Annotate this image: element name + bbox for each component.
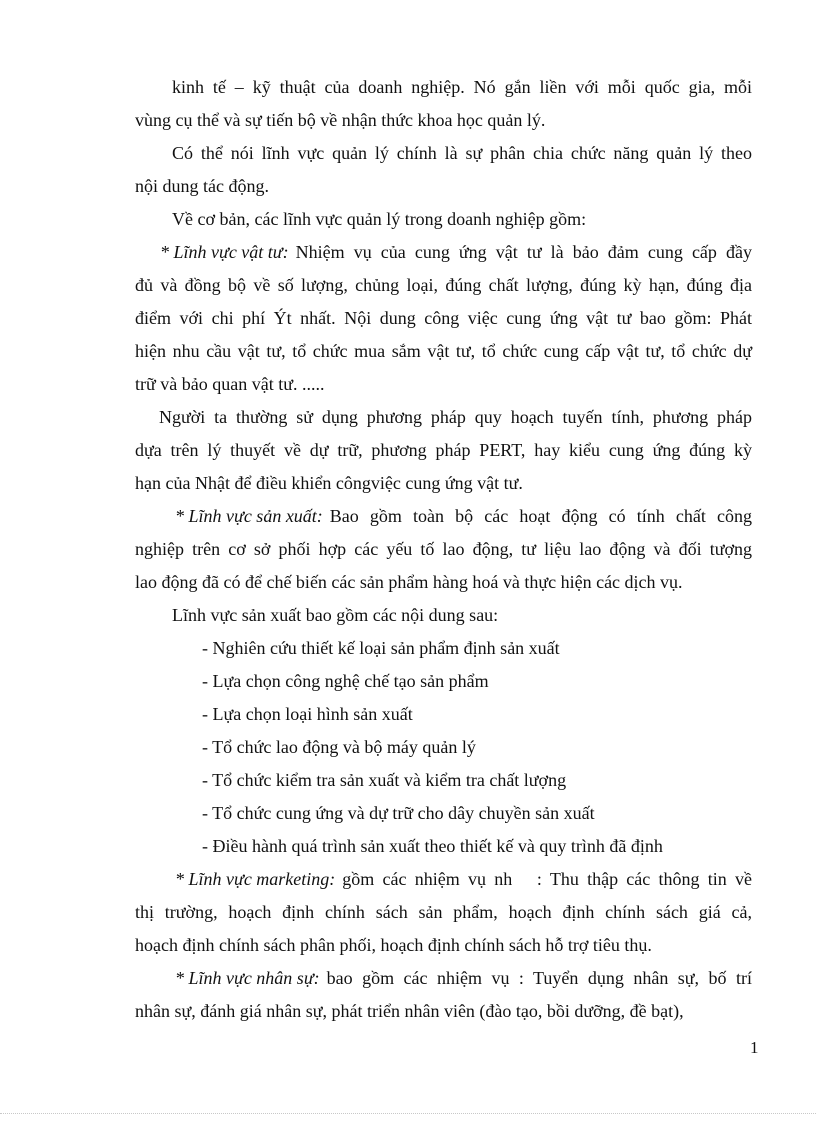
list-item: - Tổ chức kiểm tra sản xuất và kiểm tra chất lượng [202, 770, 567, 790]
paragraph-line: đủ và đồng bộ về số lượng, chủng loại, đúng chất lượng, đúng kỳ hạn, đúng địa [135, 275, 752, 295]
paragraph-line: nội dung tác động. [135, 176, 269, 196]
list-item: - Tổ chức cung ứng và dự trữ cho dây chuyền sản xuất [202, 803, 595, 823]
paragraph-line: Về cơ bản, các lĩnh vực quản lý trong doanh nghiệp gồm: [172, 209, 587, 229]
paragraph-line: kinh tế – kỹ thuật của doanh nghiệp. Nó gắn liền với mỗi quốc gia, mỗi [172, 77, 752, 97]
paragraph-line [175, 967, 752, 989]
paragraph-line: điểm với chi phí Ýt nhất. Nội dung công việc cung ứng vật tư bao gồm: Phát [135, 308, 752, 328]
paragraph-text: Bao gồm toàn bộ các hoạt động có tính chất công [329, 506, 752, 526]
paragraph-line [160, 241, 752, 263]
list-item: - Tổ chức lao động và bộ máy quản lý [202, 737, 476, 757]
paragraph-line: trữ và bảo quan vật tư. ..... [135, 374, 325, 394]
paragraph-line: hạn của Nhật để điều khiển côngviệc cung ứng vật tư. [135, 473, 523, 493]
paragraph-line: hoạch định chính sách phân phối, hoạch định chính sách hỗ trợ tiêu thụ. [135, 935, 652, 955]
paragraph-text: Nhiệm vụ của cung ứng vật tư là bảo đảm cung cấp đầy [295, 242, 752, 262]
list-item: - Nghiên cứu thiết kế loại sản phẩm định sản xuất [202, 638, 560, 658]
paragraph-line: nghiệp trên cơ sở phối hợp các yếu tố lao động, tư liệu lao động và đối tượng [135, 539, 752, 559]
paragraph-line: vùng cụ thể và sự tiến bộ về nhận thức khoa học quản lý. [135, 110, 546, 130]
section-heading-production: * Lĩnh vực sản xuất: [175, 506, 323, 526]
page-bottom-border [0, 1113, 816, 1114]
list-item: - Lựa chọn công nghệ chế tạo sản phẩm [202, 671, 489, 691]
paragraph-line [175, 505, 752, 527]
paragraph-line: Có thể nói lĩnh vực quản lý chính là sự phân chia chức năng quản lý theo [172, 143, 752, 163]
paragraph-line: nhân sự, đánh giá nhân sự, phát triển nhân viên (đào tạo, bồi dưỡng, đề bạt), [135, 1001, 684, 1021]
paragraph-text: gồm các nhiệm vụ nh : Thu thập các thông tin về [342, 869, 752, 889]
list-item: - Điều hành quá trình sản xuất theo thiết kế và quy trình đã định [202, 836, 663, 856]
paragraph-line: hiện nhu cầu vật tư, tổ chức mua sắm vật tư, tổ chức cung cấp vật tư, tổ chức dự [135, 341, 752, 361]
paragraph-line: dựa trên lý thuyết về dự trữ, phương pháp PERT, hay kiểu cung ứng đúng kỳ [135, 440, 752, 460]
section-heading-personnel: * Lĩnh vực nhân sự: [175, 968, 320, 988]
paragraph-line [175, 868, 752, 890]
section-heading-marketing: * Lĩnh vực marketing: [175, 869, 336, 889]
paragraph-text: bao gồm các nhiệm vụ : Tuyển dụng nhân sự, bố trí [326, 968, 752, 988]
list-item: - Lựa chọn loại hình sản xuất [202, 704, 413, 724]
paragraph-line: Lĩnh vực sản xuất bao gồm các nội dung sau: [172, 605, 499, 625]
section-heading-materials: * Lĩnh vực vật tư: [160, 242, 289, 262]
page-number: 1 [750, 1038, 759, 1057]
paragraph-line: lao động đã có để chế biến các sản phẩm hàng hoá và thực hiện các dịch vụ. [135, 572, 683, 592]
paragraph-line: thị trường, hoạch định chính sách sản phẩm, hoạch định chính sách giá cả, [135, 902, 752, 922]
paragraph-line: Người ta thường sử dụng phương pháp quy hoạch tuyến tính, phương pháp [159, 407, 752, 427]
